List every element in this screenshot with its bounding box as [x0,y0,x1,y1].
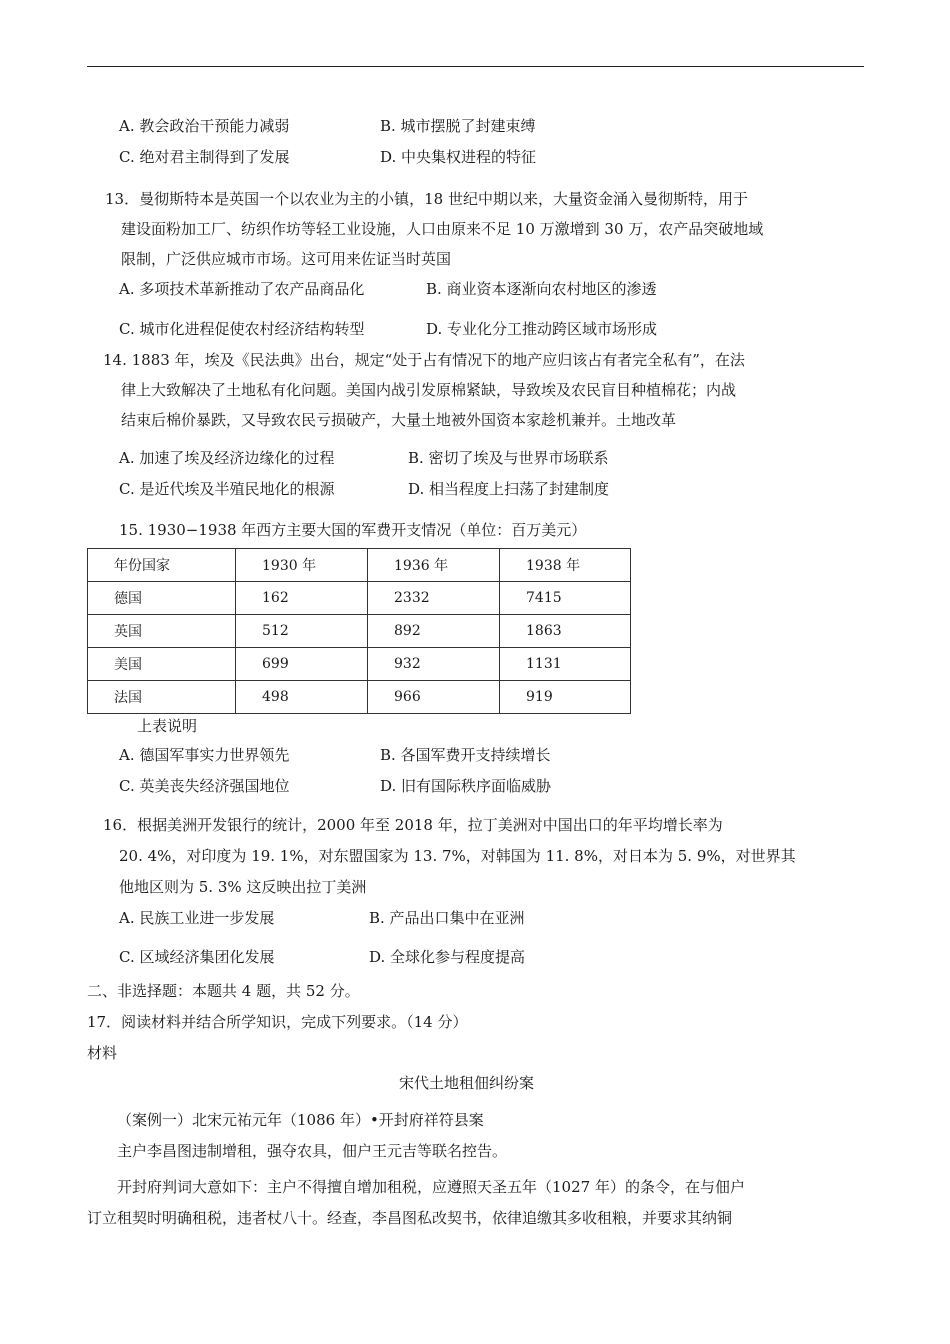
q14-stem-line3: 结束后棉价暴跌，又导致农民亏损破产，大量土地被外国资本家趁机兼并。土地改革 [121,411,677,429]
q14-option-d: D. 相当程度上扫荡了封建制度 [408,480,610,498]
q12-option-d: D. 中央集权进程的特征 [380,148,537,166]
q17-prompt: 17．阅读材料并结合所学知识，完成下列要求。（14 分） [87,1013,468,1031]
table-row [88,681,631,714]
table-cell: 1863 [500,615,631,648]
q16-stem-line3: 他地区则为 5. 3% 这反映出拉丁美洲 [119,878,367,896]
section-heading: 二、非选择题：本题共 4 题，共 52 分。 [87,982,360,1000]
table-cell: 2332 [368,582,500,615]
q13-option-b: B. 商业资本逐渐向农村地区的渗透 [426,280,657,298]
q13-option-a: A. 多项技术革新推动了农产品商品化 [119,280,365,298]
table-cell: 498 [236,681,368,714]
q14-option-a: A. 加速了埃及经济边缘化的过程 [119,449,335,467]
q16-stem-line2: 20. 4%，对印度为 19. 1%，对东盟国家为 13. 7%，对韩国为 11. 8%，对日本为 5. 9%，对世界其 [119,847,796,865]
table-cell: 7415 [500,582,631,615]
q14-option-b: B. 密切了埃及与世界市场联系 [408,449,609,467]
q16-option-b: B. 产品出口集中在亚洲 [369,909,525,927]
q15-option-d: D. 旧有国际秩序面临威胁 [380,777,552,795]
q16-option-d: D. 全球化参与程度提高 [369,948,526,966]
q15-note: 上表说明 [137,717,198,735]
q14-stem-line1: 14. 1883 年，埃及《民法典》出台，规定“处于占有情况下的地产应归该占有者完全私有”，在法 [103,351,745,369]
table-cell: 966 [368,681,500,714]
table-row [88,615,631,648]
q13-stem-line2: 建设面粉加工厂、纺织作坊等轻工业设施，人口由原来不足 10 万激增到 30 万，农产品突破地域 [121,220,764,238]
table-cell: 162 [236,582,368,615]
table-cell: 892 [368,615,500,648]
table-cell: 美国 [88,648,236,681]
q13-option-d: D. 专业化分工推动跨区域市场形成 [426,320,658,338]
table-cell: 699 [236,648,368,681]
case-paragraph-1: 主户李昌图违制增租，强夺农具，佃户王元吉等联名控告。 [117,1142,508,1160]
header-rule [87,66,864,67]
table-cell: 1131 [500,648,631,681]
case-heading: （案例一）北宋元祐元年（1086 年）•开封府祥符县案 [117,1111,484,1129]
q16-option-c: C. 区域经济集团化发展 [119,948,275,966]
q16-stem-line1: 16．根据美洲开发银行的统计，2000 年至 2018 年，拉丁美洲对中国出口的年平均增长率为 [103,816,723,834]
table-row [88,648,631,681]
q13-stem-line1: 13．曼彻斯特本是英国一个以农业为主的小镇，18 世纪中期以来，大量资金涌入曼彻斯特，用于 [105,190,748,208]
case-title: 宋代土地租佃纠纷案 [399,1074,535,1092]
table-cell: 英国 [88,615,236,648]
table-header-cell: 1930 年 [236,549,368,582]
q15-option-c: C. 英美丧失经济强国地位 [119,777,290,795]
table-cell: 512 [236,615,368,648]
military-spending-table [87,548,631,714]
table-cell: 德国 [88,582,236,615]
q13-stem-line3: 限制，广泛供应城市市场。这可用来佐证当时英国 [121,250,452,268]
q17-material-label: 材料 [87,1044,118,1062]
q15-option-b: B. 各国军费开支持续增长 [380,746,551,764]
table-header-row [88,549,631,582]
table-cell: 919 [500,681,631,714]
q15-option-a: A. 德国军事实力世界领先 [119,746,290,764]
case-paragraph-2-line1: 开封府判词大意如下：主户不得擅自增加租税，应遵照天圣五年（1027 年）的条令，在与佃户 [117,1178,745,1196]
table-cell: 法国 [88,681,236,714]
q13-option-c: C. 城市化进程促使农村经济结构转型 [119,320,365,338]
table-header-cell: 1938 年 [500,549,631,582]
table-row [88,582,631,615]
table-header-cell: 1936 年 [368,549,500,582]
q12-option-c: C. 绝对君主制得到了发展 [119,148,290,166]
q12-option-a: A. 教会政治干预能力减弱 [119,117,290,135]
q12-option-b: B. 城市摆脱了封建束缚 [380,117,536,135]
table-cell: 932 [368,648,500,681]
table-header-cell: 年份国家 [88,549,236,582]
q14-option-c: C. 是近代埃及半殖民地化的根源 [119,480,335,498]
q16-option-a: A. 民族工业进一步发展 [119,909,275,927]
case-paragraph-2-line2: 订立租契时明确租税，违者杖八十。经查，李昌图私改契书，依律追缴其多收租粮，并要求其纳铜 [87,1209,733,1227]
q15-title: 15. 1930−1938 年西方主要大国的军费开支情况（单位：百万美元） [119,521,587,539]
q14-stem-line2: 律上大致解决了土地私有化问题。美国内战引发原棉紧缺，导致埃及农民盲目种植棉花；内战 [121,381,737,399]
